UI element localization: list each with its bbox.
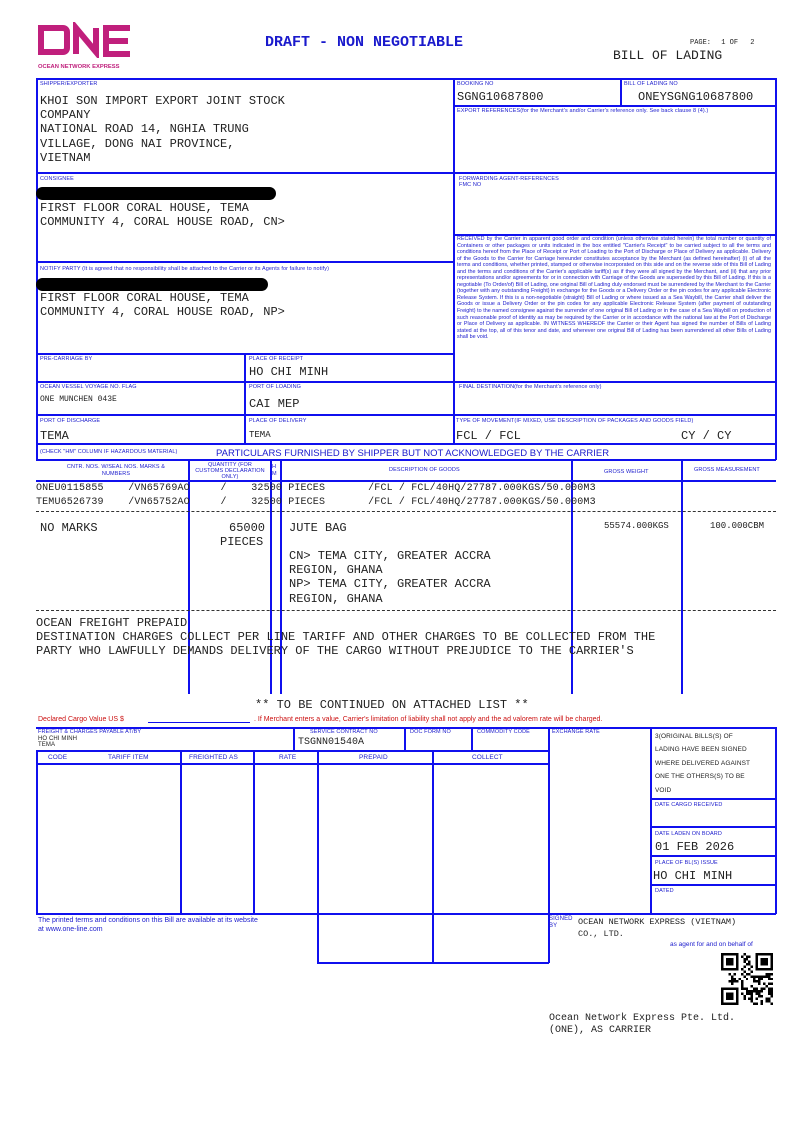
consignee-destination-line: CN> TEMA CITY, GREATER ACCRA [289,549,491,563]
final-destination-label: FINAL DESTINATION(for the Merchant's reference only) [459,384,602,390]
originals-line: 3(ORIGINAL BILLS(S) OF [655,733,733,740]
declared-value-note: . If Merchant enters a value, Carrier's limitation of liability shall not apply and the ad valorem rate will be charged. [254,716,603,723]
declared-value-field[interactable] [148,722,250,723]
place-of-issue-label: PLACE OF BL(S) ISSUE [655,860,718,866]
one-logo-mark [38,22,134,58]
freight-payable-line: HO CHI MINH [38,736,78,742]
freight-remark-line: OCEAN FREIGHT PREPAID [36,616,188,630]
exchange-rate-label: EXCHANGE RATE [552,729,600,735]
cargo-gross-measurement: 100.000CBM [710,521,765,531]
qr-code-graphic [721,953,773,1005]
shipper-line: COMPANY [40,108,91,122]
date-laden-label: DATE LADEN ON BOARD [655,831,722,837]
page-number: 1 [721,39,726,47]
place-of-delivery: TEMA [249,430,271,440]
export-references-label: EXPORT REFERENCES(for the Merchant's and/or Carrier's reference only. See back clause 8 (4).) [457,108,709,114]
notify-party-label: NOTIFY PARTY (It is agreed that no responsibility shall be attached to the Carrier or its Agents for failure to notify) [40,266,330,272]
cargo-quantity: 65000 [229,521,266,535]
booking-number: SGNG10687800 [457,90,544,104]
cargo-description: JUTE BAG [289,521,347,535]
consignee-destination-line: REGION, GHANA [289,563,383,577]
charges-col-code: CODE [48,754,68,761]
page-label: PAGE: [690,39,712,47]
notify-destination-line: REGION, GHANA [289,592,383,606]
dated-label: DATED [655,888,674,894]
notify-line: FIRST FLOOR CORAL HOUSE, TEMA [40,291,249,305]
freight-payable-line: TEMA [38,742,56,748]
service-contract-number: TSGNN01540A [298,737,365,748]
notify-line: COMMUNITY 4, CORAL HOUSE ROAD, NP> [40,305,285,319]
charges-col-rate: RATE [279,754,297,761]
signed-by-label: SIGNED BY [549,916,573,929]
port-of-discharge: TEMA [40,429,69,443]
consignee-label: CONSIGNEE [40,176,74,182]
place-of-receipt: HO CHI MINH [249,365,329,379]
column-gross-weight: GROSS WEIGHT [604,469,649,475]
pre-carriage-label: PRE-CARRIAGE BY [40,356,93,362]
movement-type-terms: CY / CY [681,429,732,443]
particulars-title: PARTICULARS FURNISHED BY SHIPPER BUT NOT ACKNOWLEDGED BY THE CARRIER [216,448,610,459]
movement-type-label: TYPE OF MOVEMENT(IF MIXED, USE DESCRIPTION OF PACKAGES AND GOODS FIELD) [456,418,694,424]
originals-line: LADING HAVE BEEN SIGNED [655,746,747,753]
page-total: 2 [750,39,755,47]
column-gross-measurement: GROSS MEASUREMENT [694,467,760,473]
signed-by-line: CO., LTD. [578,929,624,939]
shipper-line: VIETNAM [40,151,91,165]
date-cargo-received-label: DATE CARGO RECEIVED [655,802,723,808]
terms-note: The printed terms and conditions on this Bill are available at its website at www.one-line.com [38,917,258,933]
place-of-delivery-label: PLACE OF DELIVERY [249,418,307,424]
forwarding-agent-label: FORWARDING AGENT-REFERENCES [459,176,559,182]
vessel-voyage-label: OCEAN VESSEL VOYAGE NO. FLAG [40,384,137,390]
agent-note: as agent for and on behalf of [670,941,753,948]
vessel-voyage: ONE MUNCHEN 043E [40,395,117,404]
column-quantity: QUANTITY (FOR CUSTOMS DECLARATION ONLY) [195,462,265,480]
charges-col-freighted-as: FREIGHTED AS [189,754,238,761]
consignee-line: COMMUNITY 4, CORAL HOUSE ROAD, CN> [40,215,285,229]
date-laden-on-board: 01 FEB 2026 [655,840,735,854]
column-marks: CNTR. NOS. W/SEAL NOS. MARKS & NUMBERS [66,464,166,477]
container-row: ONEU0115855 /VN65769AO / 32500 PIECES /FCL / FCL/40HQ/27787.000KGS/50.000M3 [36,483,596,494]
page-indicator [690,39,754,47]
cargo-quantity-unit: PIECES [220,535,264,549]
service-contract-label: SERVICE CONTRACT NO [310,729,378,735]
freight-remark-line: DESTINATION CHARGES COLLECT PER LINE TARIFF AND OTHER CHARGES TO BE COLLECTED FROM THE [36,630,656,644]
column-description: DESCRIPTION OF GOODS [389,467,460,473]
doc-title: BILL OF LADING [613,48,723,63]
place-of-issue: HO CHI MINH [653,869,733,883]
consignee-redaction [36,187,276,200]
notify-redaction [36,278,268,291]
commodity-code-label: COMMODITY CODE [477,729,530,735]
declared-value-label: Declared Cargo Value US $ [38,716,124,723]
doc-form-label: DOC FORM NO [410,729,451,735]
fmc-number-label: FMC NO [459,182,482,188]
consignee-line: FIRST FLOOR CORAL HOUSE, TEMA [40,201,249,215]
charges-col-collect: COLLECT [472,754,503,761]
charges-col-tariff: TARIFF ITEM [108,754,149,761]
originals-line: VOID [655,787,672,794]
receipt-terms-clause: RECEIVED by the Carrier in apparent good order and condition (unless otherwise stated herein) the total number or quantity of Containers or other packages or units indicated in the box entitled "Carrier's Receipt" to be carried subject to all the terms and conditions hereof from the Place of Receipt or Port of Loading to the Port of Discharge or Place of Delivery as applicable. Delivery of the Goods to the Carrier for Carriage hereunder constitutes acceptance by the Merchant (as defined hereinafter) (i) of all the terms and conditions, whether printed, stamped or otherwise incorporated on this side and on the reverse side of this Bill of Lading and the terms and conditions of the Carrier's applicable tariff(s) as if they were all signed by the Merchant, and (ii) that any prior representations and/or agreements for or in connection with Carriage of the Goods are superseded by this Bill of Lading. If this is a negotiable (To Order/of) Bill of Lading, one original Bill of Lading duly endorsed must be surrendered by the Merchant to the Carrier (together with any outstanding Freight) in exchange for the Goods or a Delivery Order or the pin codes for any applicable Electronic Release System. If this is a non-negotiable (straight) Bill of Lading or where issued as a Sea Waybill, the Carrier shall deliver the Goods or issue a Delivery Order or the pin codes for any applicable Electronic Release System (after payment of outstanding Freight) to the named consignee against the surrender of one original Bill of Lading or in the case of a Sea Waybill on production of such reasonable proof of identity as may be required by the Carrier or in accordance with the national law at the Port of Discharge or Place of Delivery as applicable. IN WITNESS WHEREOF the Carrier or their Agent has signed the number of Bills of Lading stated at the top, all of this tenor and date, and wherever one original Bill of Lading has been surrendered all other Bills of Lading shall be void. [457,236,771,341]
signed-by-line: OCEAN NETWORK EXPRESS (VIETNAM) [578,917,737,927]
logo-tagline: OCEAN NETWORK EXPRESS [38,64,120,70]
shipper-label: SHIPPER/EXPORTER [40,81,98,87]
originals-line: ONE THE OTHERS(S) TO BE [655,773,745,780]
bl-number-label: BILL OF LADING NO [624,81,678,87]
column-hm: H M [272,464,277,477]
draft-title: DRAFT - NON NEGOTIABLE [265,34,464,51]
one-logo [38,22,138,70]
cargo-marks: NO MARKS [40,521,98,535]
cargo-gross-weight: 55574.000KGS [604,521,669,531]
port-of-loading-label: PORT OF LOADING [249,384,302,390]
page-of: OF [729,39,739,47]
charges-col-prepaid: PREPAID [359,754,388,761]
notify-destination-line: NP> TEMA CITY, GREATER ACCRA [289,577,491,591]
carrier-line: Ocean Network Express Pte. Ltd. [549,1013,736,1024]
continued-notice: ** TO BE CONTINUED ON ATTACHED LIST ** [255,698,529,712]
shipper-line: NATIONAL ROAD 14, NGHIA TRUNG [40,122,249,136]
container-row: TEMU6526739 /VN65752AO / 32500 PIECES /FCL / FCL/40HQ/27787.000KGS/50.000M3 [36,497,596,508]
hazardous-column-note: (CHECK "HM" COLUMN IF HAZARDOUS MATERIAL) [40,449,178,455]
port-of-discharge-label: PORT OF DISCHARGE [40,418,101,424]
originals-line: WHERE DELIVERED AGAINST [655,760,751,767]
bl-number: ONEYSGNG10687800 [638,90,754,104]
port-of-loading: CAI MEP [249,397,300,411]
shipper-line: KHOI SON IMPORT EXPORT JOINT STOCK [40,94,285,108]
place-of-receipt-label: PLACE OF RECEIPT [249,356,304,362]
freight-remark-line: PARTY WHO LAWFULLY DEMANDS DELIVERY OF THE CARGO WITHOUT PREJUDICE TO THE CARRIER'S [36,644,634,658]
movement-type: FCL / FCL [456,429,521,443]
freight-payable-label: FREIGHT & CHARGES PAYABLE AT/BY [38,729,142,735]
booking-label: BOOKING NO [457,81,494,87]
carrier-line: (ONE), AS CARRIER [549,1025,652,1036]
qr-code [721,953,773,1005]
shipper-line: VILLAGE, DONG NAI PROVINCE, [40,137,235,151]
